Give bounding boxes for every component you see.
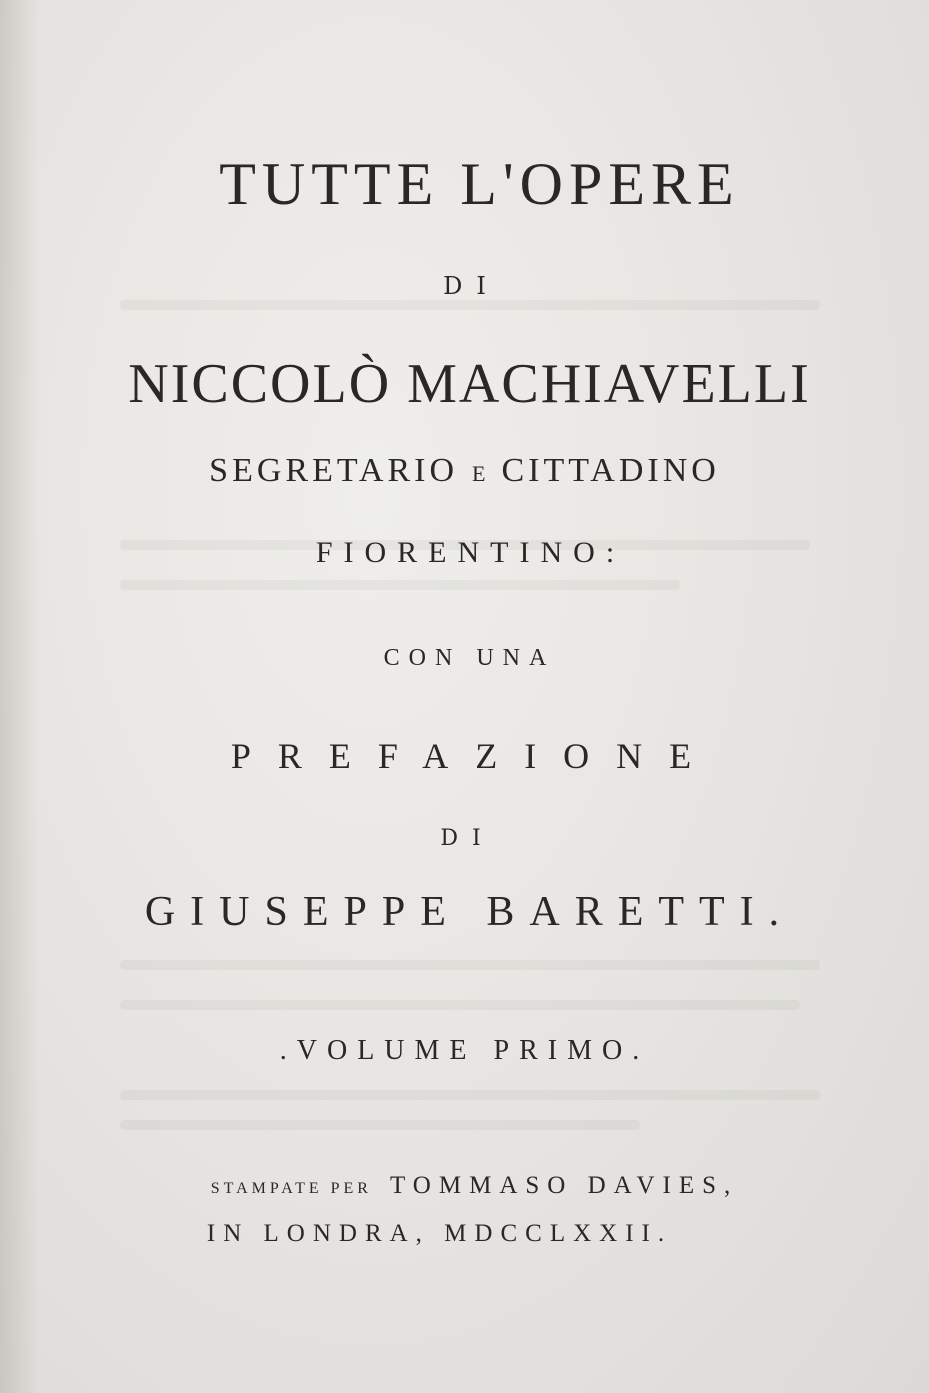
author-office-line-2: FIORENTINO:	[315, 536, 626, 569]
connector-di-2: DI	[440, 826, 495, 851]
volume-label: .VOLUME PRIMO.	[279, 1035, 650, 1066]
author-office-line-1	[0, 452, 929, 490]
show-through-mark	[120, 580, 680, 590]
office-segretario: SEGRETARIO	[209, 452, 459, 489]
show-through-mark	[120, 1090, 820, 1100]
imprint-place-date: IN LONDRA, MDCCLXXII.	[206, 1220, 673, 1247]
show-through-mark	[120, 960, 820, 970]
show-through-mark	[120, 1120, 640, 1130]
show-through-mark	[120, 1000, 800, 1010]
preface-heading: PREFAZIONE	[230, 736, 719, 776]
printed-for-label: STAMPATE PER	[210, 1180, 372, 1197]
show-through-mark	[120, 300, 820, 310]
author-name: NICCOLÒ MACHIAVELLI	[128, 353, 811, 415]
printer-name: TOMMASO DAVIES,	[389, 1172, 739, 1199]
with-a-line: CON UNA	[383, 645, 556, 671]
editor-name: GIUSEPPE BARETTI.	[144, 889, 795, 935]
imprint-line-1	[0, 1172, 929, 1200]
office-cittadino: CITTADINO	[501, 452, 720, 489]
office-conjunction: E	[472, 461, 488, 486]
connector-di-1: DI	[443, 272, 500, 300]
book-title: TUTTE L'OPERE	[219, 151, 740, 217]
